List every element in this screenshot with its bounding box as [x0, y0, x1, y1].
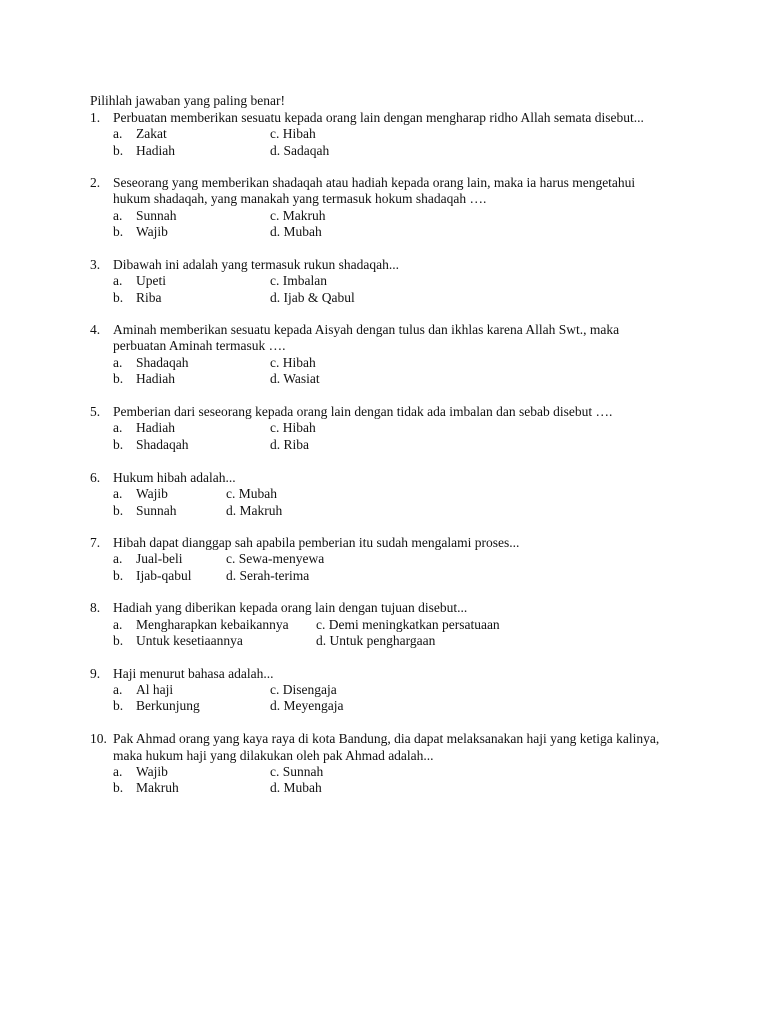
option-c: c. Mubah — [226, 486, 277, 501]
option-d: d. Ijab & Qabul — [270, 290, 355, 305]
option-letter-a: a. — [113, 764, 123, 779]
option-letter-a: a. — [113, 617, 123, 632]
question-number: 7. — [90, 535, 101, 550]
option-letter-a: a. — [113, 126, 123, 141]
question-number: 6. — [90, 470, 101, 485]
option-d: d. Mubah — [270, 780, 322, 795]
option-a: Hadiah — [136, 420, 175, 435]
question-text: Hukum hibah adalah... — [113, 470, 236, 485]
question-number: 9. — [90, 666, 101, 681]
option-d: d. Sadaqah — [270, 143, 330, 158]
option-letter-b: b. — [113, 290, 124, 305]
option-d: d. Wasiat — [270, 371, 320, 386]
option-b: Wajib — [136, 224, 168, 239]
option-c: c. Imbalan — [270, 273, 327, 288]
question-text: Aminah memberikan sesuatu kepada Aisyah dengan tulus dan ikhlas karena Allah Swt., maka — [113, 322, 620, 337]
option-a: Sunnah — [136, 208, 177, 223]
question-number: 1. — [90, 110, 101, 125]
option-letter-b: b. — [113, 698, 124, 713]
option-a: Jual-beli — [136, 551, 183, 566]
question-number: 3. — [90, 257, 101, 272]
option-c: c. Sunnah — [270, 764, 324, 779]
option-b: Riba — [136, 290, 162, 305]
instruction: Pilihlah jawaban yang paling benar! — [90, 93, 285, 108]
question-text: Haji menurut bahasa adalah... — [113, 666, 274, 681]
question-text: Perbuatan memberikan sesuatu kepada orang lain dengan mengharap ridho Allah semata disebut... — [113, 110, 644, 125]
option-b: Shadaqah — [136, 437, 189, 452]
option-letter-b: b. — [113, 568, 124, 583]
option-d: d. Serah-terima — [226, 568, 310, 583]
option-c: c. Sewa-menyewa — [226, 551, 325, 566]
question-number: 2. — [90, 175, 101, 190]
question-text: Pemberian dari seseorang kepada orang lain dengan tidak ada imbalan dan sebab disebut …. — [113, 404, 613, 419]
option-letter-b: b. — [113, 371, 124, 386]
option-letter-a: a. — [113, 682, 123, 697]
option-b: Hadiah — [136, 143, 175, 158]
option-a: Shadaqah — [136, 355, 189, 370]
question-text: Seseorang yang memberikan shadaqah atau hadiah kepada orang lain, maka ia harus mengetahui — [113, 175, 636, 190]
option-letter-b: b. — [113, 143, 124, 158]
option-c: c. Disengaja — [270, 682, 337, 697]
option-d: d. Untuk penghargaan — [316, 633, 436, 648]
option-c: c. Hibah — [270, 420, 316, 435]
option-d: d. Meyengaja — [270, 698, 344, 713]
option-letter-a: a. — [113, 208, 123, 223]
option-letter-b: b. — [113, 633, 124, 648]
option-a: Wajib — [136, 764, 168, 779]
option-c: c. Hibah — [270, 355, 316, 370]
option-d: d. Riba — [270, 437, 309, 452]
question-text: Dibawah ini adalah yang termasuk rukun shadaqah... — [113, 257, 400, 272]
option-b: Hadiah — [136, 371, 175, 386]
option-b: Makruh — [136, 780, 179, 795]
question-text: Hibah dapat dianggap sah apabila pemberian itu sudah mengalami proses... — [113, 535, 520, 550]
option-letter-a: a. — [113, 355, 123, 370]
option-letter-b: b. — [113, 780, 124, 795]
option-d: d. Mubah — [270, 224, 322, 239]
option-letter-a: a. — [113, 486, 123, 501]
option-letter-b: b. — [113, 224, 124, 239]
option-letter-a: a. — [113, 420, 123, 435]
option-b: Berkunjung — [136, 698, 200, 713]
question-text-line-2: perbuatan Aminah termasuk …. — [113, 338, 286, 353]
question-number: 5. — [90, 404, 101, 419]
question-number: 4. — [90, 322, 101, 337]
question-text-line-2: hukum shadaqah, yang manakah yang termasuk hokum shadaqah …. — [113, 191, 487, 206]
option-b: Untuk kesetiaannya — [136, 633, 243, 648]
option-c: c. Hibah — [270, 126, 316, 141]
option-d: d. Makruh — [226, 503, 283, 518]
question-text-line-2: maka hukum haji yang dilakukan oleh pak Ahmad adalah... — [113, 748, 434, 763]
option-a: Wajib — [136, 486, 168, 501]
option-letter-a: a. — [113, 551, 123, 566]
option-b: Sunnah — [136, 503, 177, 518]
option-a: Upeti — [136, 273, 166, 288]
option-a: Zakat — [136, 126, 167, 141]
option-c: c. Makruh — [270, 208, 326, 223]
option-b: Ijab-qabul — [136, 568, 192, 583]
option-letter-b: b. — [113, 503, 124, 518]
option-a: Mengharapkan kebaikannya — [136, 617, 289, 632]
question-number: 8. — [90, 600, 101, 615]
option-a: Al haji — [136, 682, 174, 697]
option-letter-b: b. — [113, 437, 124, 452]
option-c: c. Demi meningkatkan persatuaan — [316, 617, 500, 632]
question-text: Pak Ahmad orang yang kaya raya di kota Bandung, dia dapat melaksanakan haji yang ketiga kalinya, — [113, 731, 660, 746]
question-text: Hadiah yang diberikan kepada orang lain dengan tujuan disebut... — [113, 600, 468, 615]
option-letter-a: a. — [113, 273, 123, 288]
question-number: 10. — [90, 731, 107, 746]
